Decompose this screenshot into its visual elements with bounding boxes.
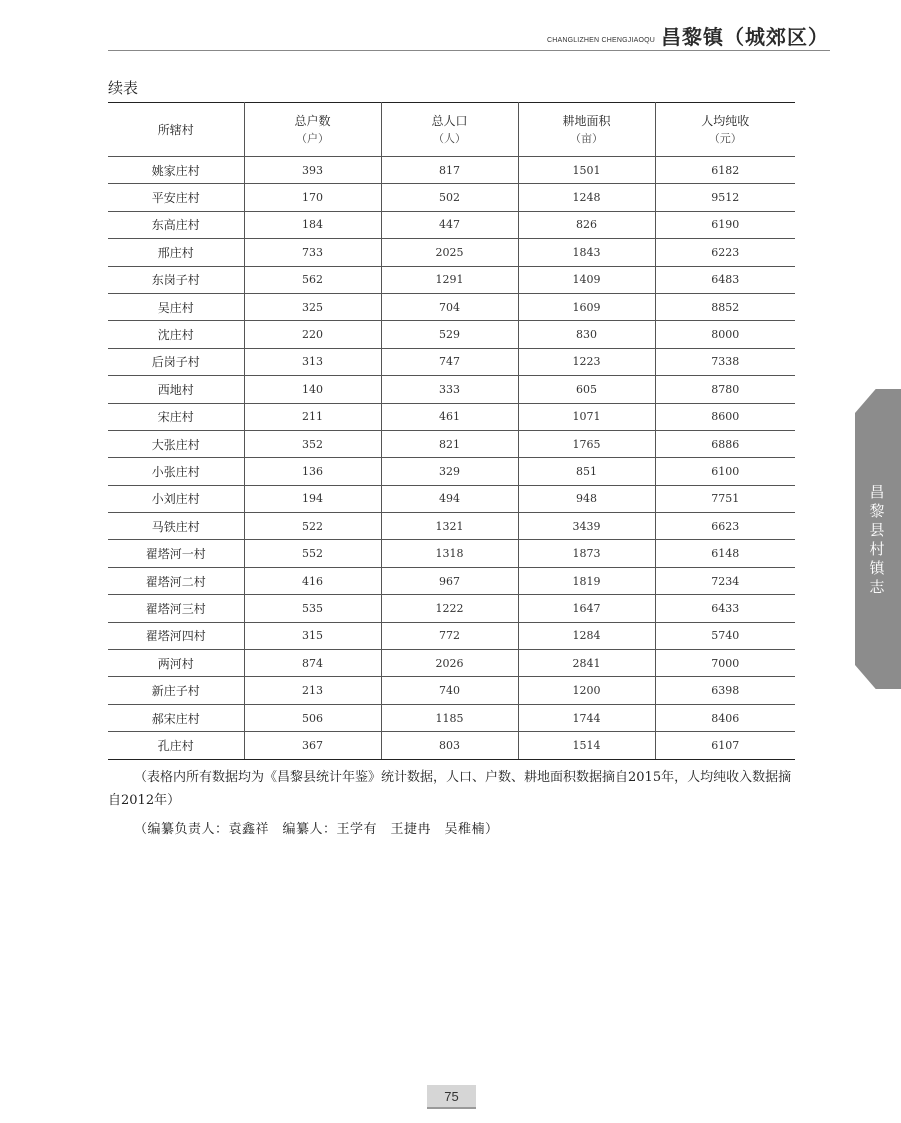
cell-income: 8000 xyxy=(655,321,795,348)
cell-households: 874 xyxy=(244,650,381,677)
column-header-unit: （元） xyxy=(708,131,742,145)
cell-village-name: 翟塔河一村 xyxy=(108,540,244,567)
village-statistics-table xyxy=(108,102,795,760)
cell-income: 8406 xyxy=(655,704,795,731)
cell-farmland: 851 xyxy=(518,458,655,485)
cell-income: 6100 xyxy=(655,458,795,485)
table-row xyxy=(108,513,795,540)
header-rule xyxy=(108,50,830,51)
cell-farmland: 1223 xyxy=(518,348,655,375)
cell-population: 1222 xyxy=(381,595,518,622)
cell-farmland: 1744 xyxy=(518,704,655,731)
column-header-unit: （户） xyxy=(296,131,329,145)
column-header-farmland xyxy=(518,103,655,157)
cell-population: 502 xyxy=(381,184,518,211)
table-row xyxy=(108,211,795,238)
header-pinyin: CHANGLIZHEN CHENGJIAOQU xyxy=(546,37,655,44)
cell-village-name: 小刘庄村 xyxy=(108,485,244,512)
cell-households: 552 xyxy=(244,540,381,567)
continued-label: 续表 xyxy=(108,79,139,97)
table-row xyxy=(108,485,795,512)
cell-households: 535 xyxy=(244,595,381,622)
table-row xyxy=(108,376,795,403)
cell-income: 8780 xyxy=(655,376,795,403)
cell-income: 5740 xyxy=(655,622,795,649)
cell-households: 325 xyxy=(244,293,381,320)
cell-farmland: 830 xyxy=(518,321,655,348)
cell-income: 6190 xyxy=(655,211,795,238)
cell-population: 704 xyxy=(381,293,518,320)
table-row xyxy=(108,403,795,430)
cell-farmland: 1873 xyxy=(518,540,655,567)
cell-village-name: 沈庄村 xyxy=(108,321,244,348)
cell-farmland: 2841 xyxy=(518,650,655,677)
cell-village-name: 吴庄村 xyxy=(108,293,244,320)
header-title: 昌黎镇（城郊区） xyxy=(661,24,829,49)
cell-population: 1185 xyxy=(381,704,518,731)
cell-farmland: 1514 xyxy=(518,732,655,759)
cell-village-name: 东高庄村 xyxy=(108,211,244,238)
cell-income: 6223 xyxy=(655,239,795,266)
cell-population: 821 xyxy=(381,430,518,457)
cell-farmland: 1819 xyxy=(518,567,655,594)
table-row xyxy=(108,266,795,293)
table-row xyxy=(108,458,795,485)
cell-farmland: 1765 xyxy=(518,430,655,457)
cell-farmland: 1647 xyxy=(518,595,655,622)
cell-population: 2025 xyxy=(381,239,518,266)
page-number: 75 xyxy=(427,1085,476,1109)
cell-farmland: 1248 xyxy=(518,184,655,211)
cell-income: 7338 xyxy=(655,348,795,375)
cell-population: 803 xyxy=(381,732,518,759)
cell-households: 170 xyxy=(244,184,381,211)
cell-village-name: 翟塔河三村 xyxy=(108,595,244,622)
cell-population: 2026 xyxy=(381,650,518,677)
cell-households: 367 xyxy=(244,732,381,759)
cell-farmland: 948 xyxy=(518,485,655,512)
cell-households: 416 xyxy=(244,567,381,594)
table-row xyxy=(108,677,795,704)
cell-income: 6623 xyxy=(655,513,795,540)
cell-households: 220 xyxy=(244,321,381,348)
table-row xyxy=(108,321,795,348)
cell-income: 7234 xyxy=(655,567,795,594)
cell-population: 740 xyxy=(381,677,518,704)
cell-population: 329 xyxy=(381,458,518,485)
cell-households: 184 xyxy=(244,211,381,238)
table-row xyxy=(108,293,795,320)
column-header-households xyxy=(244,103,381,157)
table-row xyxy=(108,430,795,457)
cell-income: 6398 xyxy=(655,677,795,704)
table-row xyxy=(108,348,795,375)
column-header-unit: （人） xyxy=(433,131,466,145)
table-row xyxy=(108,704,795,731)
cell-population: 1321 xyxy=(381,513,518,540)
cell-village-name: 翟塔河二村 xyxy=(108,567,244,594)
column-header-label: 所辖村 xyxy=(157,122,194,137)
cell-population: 817 xyxy=(381,157,518,184)
cell-village-name: 小张庄村 xyxy=(108,458,244,485)
cell-village-name: 孔庄村 xyxy=(108,732,244,759)
table-row xyxy=(108,650,795,677)
cell-income: 6886 xyxy=(655,430,795,457)
cell-farmland: 3439 xyxy=(518,513,655,540)
cell-farmland: 1409 xyxy=(518,266,655,293)
column-header-label: 人均纯收 xyxy=(701,113,750,128)
cell-village-name: 马铁庄村 xyxy=(108,513,244,540)
cell-village-name: 大张庄村 xyxy=(108,430,244,457)
table-row xyxy=(108,622,795,649)
editors-credit: （编纂负责人：袁鑫祥 编纂人：王学有 王捷冉 吴稚楠） xyxy=(134,822,499,837)
cell-income: 6433 xyxy=(655,595,795,622)
cell-farmland: 826 xyxy=(518,211,655,238)
cell-income: 7751 xyxy=(655,485,795,512)
cell-population: 967 xyxy=(381,567,518,594)
table-row xyxy=(108,157,795,184)
cell-village-name: 西地村 xyxy=(108,376,244,403)
cell-village-name: 东岗子村 xyxy=(108,266,244,293)
cell-income: 6182 xyxy=(655,157,795,184)
cell-farmland: 1501 xyxy=(518,157,655,184)
cell-population: 747 xyxy=(381,348,518,375)
cell-population: 461 xyxy=(381,403,518,430)
table-row xyxy=(108,595,795,622)
cell-income: 6107 xyxy=(655,732,795,759)
table-row xyxy=(108,184,795,211)
cell-village-name: 翟塔河四村 xyxy=(108,622,244,649)
cell-income: 6148 xyxy=(655,540,795,567)
column-header-income xyxy=(655,103,795,157)
cell-households: 352 xyxy=(244,430,381,457)
column-header-unit: （亩） xyxy=(570,131,603,145)
cell-farmland: 605 xyxy=(518,376,655,403)
cell-income: 6483 xyxy=(655,266,795,293)
cell-farmland: 1609 xyxy=(518,293,655,320)
cell-village-name: 平安庄村 xyxy=(108,184,244,211)
table-row xyxy=(108,732,795,759)
cell-population: 772 xyxy=(381,622,518,649)
cell-households: 313 xyxy=(244,348,381,375)
cell-income: 7000 xyxy=(655,650,795,677)
cell-households: 393 xyxy=(244,157,381,184)
cell-population: 529 xyxy=(381,321,518,348)
cell-farmland: 1200 xyxy=(518,677,655,704)
table-header-row xyxy=(108,103,795,157)
table-row xyxy=(108,567,795,594)
cell-population: 494 xyxy=(381,485,518,512)
cell-households: 562 xyxy=(244,266,381,293)
cell-village-name: 后岗子村 xyxy=(108,348,244,375)
table-source-note: （表格内所有数据均为《昌黎县统计年鉴》统计数据，人口、户数、耕地面积数据摘自2015年，人均纯收入数据摘自2012年） xyxy=(108,770,792,808)
cell-village-name: 宋庄村 xyxy=(108,403,244,430)
column-header-population xyxy=(381,103,518,157)
table-row xyxy=(108,239,795,266)
cell-households: 506 xyxy=(244,704,381,731)
cell-households: 522 xyxy=(244,513,381,540)
cell-village-name: 邢庄村 xyxy=(108,239,244,266)
cell-income: 8600 xyxy=(655,403,795,430)
column-header-village xyxy=(108,103,244,157)
column-header-label: 总人口 xyxy=(431,113,468,128)
cell-households: 733 xyxy=(244,239,381,266)
cell-households: 136 xyxy=(244,458,381,485)
cell-households: 194 xyxy=(244,485,381,512)
cell-farmland: 1284 xyxy=(518,622,655,649)
cell-village-name: 两河村 xyxy=(108,650,244,677)
column-header-label: 耕地面积 xyxy=(562,113,611,128)
cell-income: 8852 xyxy=(655,293,795,320)
cell-population: 447 xyxy=(381,211,518,238)
cell-households: 211 xyxy=(244,403,381,430)
table-row xyxy=(108,540,795,567)
cell-village-name: 新庄子村 xyxy=(108,677,244,704)
cell-village-name: 姚家庄村 xyxy=(108,157,244,184)
cell-population: 1318 xyxy=(381,540,518,567)
cell-income: 9512 xyxy=(655,184,795,211)
cell-population: 1291 xyxy=(381,266,518,293)
cell-farmland: 1071 xyxy=(518,403,655,430)
cell-households: 140 xyxy=(244,376,381,403)
cell-farmland: 1843 xyxy=(518,239,655,266)
cell-population: 333 xyxy=(381,376,518,403)
cell-households: 315 xyxy=(244,622,381,649)
running-header xyxy=(547,22,829,48)
column-header-label: 总户数 xyxy=(294,113,331,128)
cell-village-name: 郝宋庄村 xyxy=(108,704,244,731)
cell-households: 213 xyxy=(244,677,381,704)
side-tab-label: 昌黎县村镇志 xyxy=(869,483,885,596)
